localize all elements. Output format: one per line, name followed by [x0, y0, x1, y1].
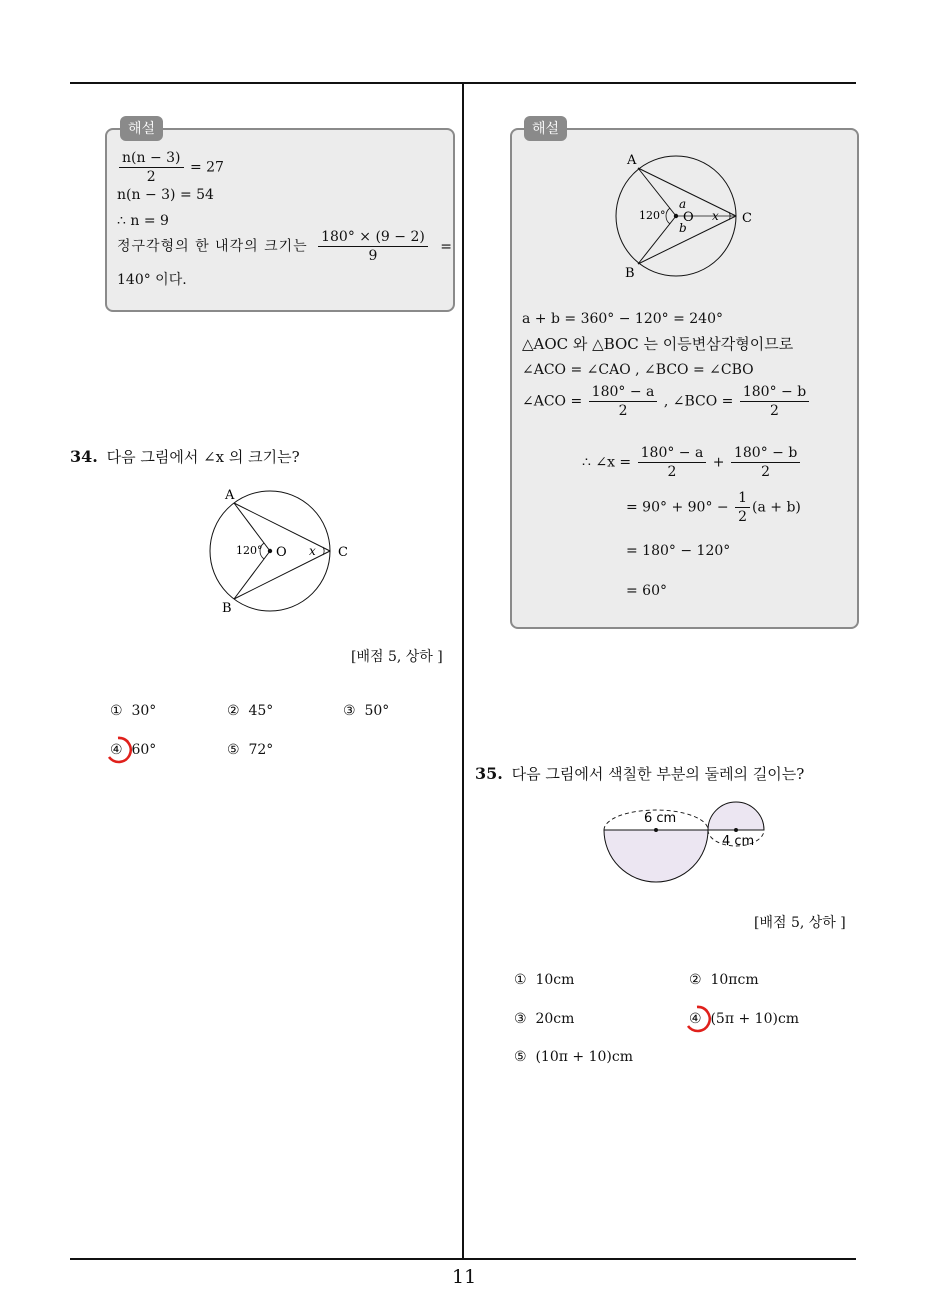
- fraction-denominator: 2: [770, 403, 779, 419]
- solution-line-1: [117, 150, 224, 185]
- equation-rhs: (a + b): [752, 499, 801, 516]
- fraction-numerator: 180° − a: [589, 384, 658, 402]
- label-O: O: [276, 545, 287, 560]
- solution-tag: 해설: [524, 116, 567, 141]
- choice-text: 60°: [131, 742, 157, 758]
- choice-1[interactable]: [514, 972, 574, 988]
- fraction: [740, 384, 809, 419]
- question-text: 다음 그림에서 ∠x 의 크기는?: [106, 448, 300, 466]
- bottom-rule: [70, 1258, 856, 1260]
- equation-rhs: = 27: [189, 159, 224, 176]
- label-B: B: [222, 601, 232, 616]
- choice-mark: ④: [110, 742, 123, 758]
- big-diameter-label: 6 cm: [644, 811, 677, 826]
- small-semicircle-shaded: [708, 802, 764, 830]
- choice-3[interactable]: [514, 1011, 574, 1027]
- answer-circle-35: [681, 1003, 713, 1035]
- label-B: B: [625, 266, 635, 280]
- choice-text: 20cm: [535, 1011, 575, 1027]
- choice-text: 50°: [364, 703, 390, 719]
- fraction-denominator: 2: [761, 464, 771, 480]
- small-center-point: [734, 828, 738, 832]
- question-34-figure: [200, 484, 360, 619]
- solution-line-7: = 180° − 120°: [626, 543, 731, 559]
- solution-line-4: [522, 384, 811, 419]
- solution-line-8: = 60°: [626, 583, 667, 599]
- solution-line-3: ∠ACO = ∠CAO , ∠BCO = ∠CBO: [522, 362, 754, 378]
- equals-sign: =: [440, 238, 453, 255]
- fraction: [318, 229, 428, 264]
- label-C: C: [338, 545, 348, 560]
- equation-lhs: ∠ACO =: [522, 393, 583, 410]
- page-number: 11: [452, 1266, 477, 1288]
- choice-mark: ⑤: [227, 742, 240, 758]
- choice-text: (10π + 10)cm: [535, 1049, 633, 1065]
- choice-5[interactable]: [514, 1049, 633, 1065]
- question-35-score: [배점 5, 상하 ]: [754, 915, 846, 931]
- segment-BO: [234, 551, 270, 599]
- center-point: [268, 549, 272, 553]
- fraction-numerator: 180° − b: [731, 445, 800, 463]
- choice-5[interactable]: [227, 742, 273, 758]
- question-number: 35.: [475, 764, 503, 783]
- fraction-numerator: 180° − a: [638, 445, 707, 463]
- label-O: O: [683, 210, 694, 225]
- solution-line-4: [117, 229, 452, 264]
- choice-text: 10πcm: [710, 972, 759, 988]
- choice-text: 10cm: [535, 972, 575, 988]
- label-x: x: [309, 544, 316, 558]
- answer-circle-34: [102, 734, 134, 766]
- question-text: 다음 그림에서 색칠한 부분의 둘레의 길이는?: [511, 765, 805, 783]
- label-x: x: [712, 209, 719, 223]
- label-A: A: [627, 153, 637, 168]
- label-C: C: [742, 211, 752, 226]
- question-35-title: [475, 763, 804, 784]
- solution-line-3: ∴ n = 9: [117, 213, 169, 229]
- solution-34-figure: [608, 150, 768, 280]
- equation-mid: , ∠BCO =: [663, 393, 734, 410]
- choice-3[interactable]: [343, 703, 389, 719]
- choice-mark: ①: [514, 972, 527, 988]
- fraction-denominator: 9: [368, 248, 378, 264]
- fraction-numerator: 180° − b: [740, 384, 809, 402]
- column-divider: [462, 82, 464, 1259]
- fraction-denominator: 2: [618, 403, 628, 419]
- solution-line-2: n(n − 3) = 54: [117, 187, 214, 203]
- label-A: A: [225, 488, 235, 503]
- question-34-title: [70, 446, 300, 467]
- choice-mark: ②: [227, 703, 240, 719]
- equation-lhs: ∴ ∠x =: [582, 454, 632, 471]
- choice-1[interactable]: [110, 703, 156, 719]
- fraction-denominator: 2: [146, 169, 156, 185]
- question-35-figure: [598, 798, 768, 888]
- solution-line-6: [626, 490, 801, 525]
- small-diameter-label: 4 cm: [722, 834, 755, 849]
- solution-line-1: a + b = 360° − 120° = 240°: [522, 311, 723, 327]
- choice-mark: ④: [689, 1011, 702, 1027]
- solution-text: 정구각형의 한 내각의 크기는: [117, 238, 308, 255]
- solution-tag: 해설: [120, 116, 163, 141]
- equation-lhs: = 90° + 90° −: [626, 499, 729, 516]
- fraction-numerator: n(n − 3): [119, 150, 184, 168]
- question-number: 34.: [70, 447, 98, 466]
- choice-text: (5π + 10)cm: [710, 1011, 800, 1027]
- solution-line-5: [582, 445, 802, 480]
- plus-sign: +: [712, 454, 725, 471]
- choice-text: 30°: [131, 703, 157, 719]
- choice-text: 45°: [248, 703, 274, 719]
- solution-line-2: △AOC 와 △BOC 는 이등변삼각형이므로: [522, 335, 794, 353]
- fraction: [638, 445, 707, 480]
- angle-arc-O: [666, 208, 670, 224]
- fraction: [735, 490, 750, 525]
- fraction-denominator: 2: [667, 464, 677, 480]
- question-34-score: [배점 5, 상하 ]: [351, 649, 443, 665]
- big-semicircle-shaded: [604, 830, 708, 882]
- fraction-numerator: 180° × (9 − 2): [318, 229, 428, 247]
- choice-mark: ②: [689, 972, 702, 988]
- choice-mark: ①: [110, 703, 123, 719]
- choice-mark: ③: [343, 703, 356, 719]
- choice-mark: ⑤: [514, 1049, 527, 1065]
- choice-2[interactable]: [227, 703, 273, 719]
- solution-line-5: 140° 이다.: [117, 272, 187, 288]
- label-angle: 120°: [236, 544, 263, 557]
- fraction: [119, 150, 184, 185]
- label-angle: 120°: [639, 209, 666, 222]
- center-point: [674, 214, 678, 218]
- fraction: [589, 384, 658, 419]
- label-a: a: [679, 197, 687, 211]
- choice-text: 72°: [248, 742, 274, 758]
- choice-2[interactable]: [689, 972, 759, 988]
- big-center-point: [654, 828, 658, 832]
- fraction-numerator: 1: [735, 490, 750, 508]
- angle-arc-C: [323, 547, 324, 555]
- label-b: b: [679, 221, 687, 235]
- fraction: [731, 445, 800, 480]
- segment-BO: [638, 216, 676, 264]
- choice-mark: ③: [514, 1011, 527, 1027]
- fraction-denominator: 2: [738, 509, 747, 525]
